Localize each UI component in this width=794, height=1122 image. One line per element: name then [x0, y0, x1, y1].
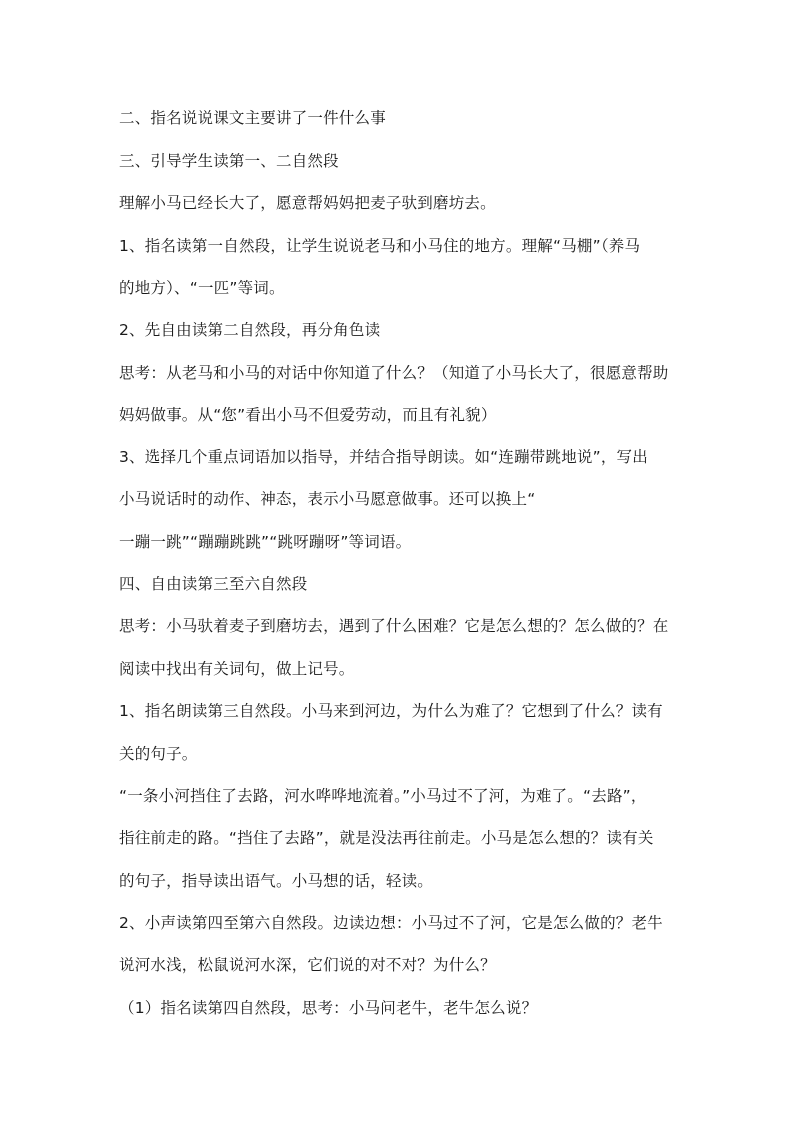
text-line: 思考：从老马和小马的对话中你知道了什么？（知道了小马长大了，很愿意帮助 [119, 364, 669, 382]
text-line: 四、自由读第三至六自然段 [119, 575, 308, 593]
text-line: 说河水浅，松鼠说河水深，它们说的对不对？为什么？ [119, 956, 496, 974]
text-line: 1、指名读第一自然段，让学生说说老马和小马住的地方。理解“马棚”（养马 [119, 237, 641, 255]
text-line: 2、先自由读第二自然段，再分角色读 [119, 321, 381, 339]
text-line: 1、指名朗读第三自然段。小马来到河边，为什么为难了？它想到了什么？读有 [119, 702, 663, 720]
text-line: “一条小河挡住了去路，河水哗哗地流着。”小马过不了河，为难了。“去路”， [119, 787, 647, 805]
text-line: 指往前走的路。“挡住了去路”，就是没法再往前走。小马是怎么想的？读有关 [119, 829, 654, 847]
text-line: 思考：小马驮着麦子到磨坊去，遇到了什么困难？它是怎么想的？怎么做的？在 [119, 617, 669, 635]
text-line: 2、小声读第四至第六自然段。边读边想：小马过不了河，它是怎么做的？老牛 [119, 914, 663, 932]
text-line: 二、指名说说课文主要讲了一件什么事 [119, 109, 386, 127]
text-line: 的句子，指导读出语气。小马想的话，轻读。 [119, 872, 434, 890]
text-line: 3、选择几个重点词语加以指导，并结合指导朗读。如“连蹦带跳地说”，写出 [119, 448, 648, 466]
text-line: 理解小马已经长大了，愿意帮妈妈把麦子驮到磨坊去。 [119, 194, 496, 212]
text-line: 阅读中找出有关词句，做上记号。 [119, 660, 355, 678]
text-line: 关的句子。 [119, 745, 198, 763]
text-line: 一蹦一跳”“蹦蹦跳跳”“跳呀蹦呀”等词语。 [119, 533, 412, 551]
text-line: 小马说话时的动作、神态，表示小马愿意做事。还可以换上“ [119, 490, 536, 508]
text-line: 妈妈做事。从“您”看出小马不但爱劳动，而且有礼貌） [119, 406, 497, 424]
text-line: 三、引导学生读第一、二自然段 [119, 152, 339, 170]
text-line: （1）指名读第四自然段，思考：小马问老牛，老牛怎么说？ [119, 999, 538, 1017]
text-line: 的地方）、“一匹”等词。 [119, 279, 285, 297]
